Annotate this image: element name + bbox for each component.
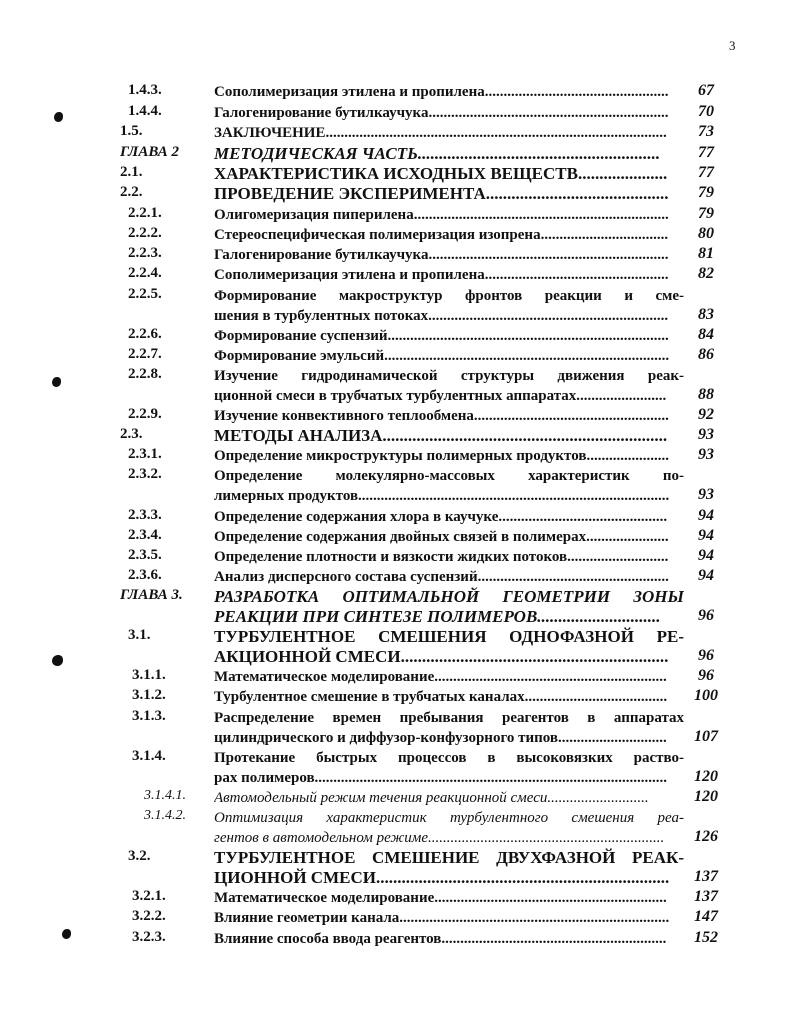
toc-entry-title-line: шения в турбулентных потоках................................................................ <box>214 308 669 324</box>
toc-entry-number: 3.1.4.1. <box>144 788 186 803</box>
toc-entry-title-line: рах полимеров.............................................................................................. <box>214 770 668 786</box>
toc-entry-number: 3.1.3. <box>132 708 166 724</box>
toc-entry-title-line: АКЦИОННОЙ СМЕСИ............................................................... <box>214 647 669 666</box>
toc-entry-page: 120 <box>694 788 718 805</box>
toc-entry-page: 82 <box>698 265 714 282</box>
toc-entry-page: 96 <box>698 607 714 624</box>
toc-entry-page: 79 <box>698 205 714 222</box>
toc-entry-number: 2.3.3. <box>128 507 162 523</box>
toc-entry-title-line: Сополимеризация этилена и пропилена................................................. <box>214 84 669 100</box>
toc-entry-number: 2.2.2. <box>128 225 162 241</box>
toc-entry-number: 3.2.3. <box>132 929 166 945</box>
toc-entry-title-line: Сополимеризация этилена и пропилена................................................. <box>214 267 669 283</box>
toc-entry-title-line: Определение молекулярно-массовых характеристик по- <box>214 468 684 484</box>
toc-entry-page: 152 <box>694 929 718 946</box>
toc-entry-title <box>214 708 684 748</box>
toc-entry-title <box>214 205 684 225</box>
toc-entry-page: 93 <box>698 486 714 503</box>
toc-entry-title-line: Формирование эмульсий............................................................................ <box>214 348 670 364</box>
toc-entry-title-line: ХАРАКТЕРИСТИКА ИСХОДНЫХ ВЕЩЕСТВ..................... <box>214 164 668 183</box>
toc-entry-page: 93 <box>698 426 714 443</box>
toc-entry-title <box>214 908 684 928</box>
toc-entry-title-line: цилиндрического и диффузор-конфузорного типов............................. <box>214 730 667 746</box>
toc-entry-title-line: МЕТОДИЧЕСКАЯ ЧАСТЬ......................................................... <box>214 144 661 163</box>
toc-entry-page: 120 <box>694 768 718 785</box>
toc-entry-number: 3.2. <box>128 848 151 864</box>
toc-entry-page: 73 <box>698 123 714 140</box>
toc-entry-page: 107 <box>694 728 718 745</box>
toc-entry-title <box>214 527 684 547</box>
toc-entry-number: 2.2.3. <box>128 245 162 261</box>
toc-entry-title-line: Турбулентное смешение в трубчатых каналах...................................... <box>214 689 668 705</box>
toc-entry-title <box>214 687 684 707</box>
toc-entry-page: 126 <box>694 828 718 845</box>
toc-entry-number: 1.4.3. <box>128 82 162 98</box>
page-number: 3 <box>729 38 736 53</box>
toc-entry-title <box>214 326 684 346</box>
toc-entry-title <box>214 507 684 527</box>
toc-entry-title <box>214 466 684 506</box>
toc-entry-page: 83 <box>698 306 714 323</box>
toc-entry-page: 96 <box>698 667 714 684</box>
toc-entry-title-line: РАЗРАБОТКА ОПТИМАЛЬНОЙ ГЕОМЕТРИИ ЗОНЫ <box>214 587 684 606</box>
toc-entry-number: 3.1. <box>128 627 151 643</box>
toc-entry-number: 2.2.6. <box>128 326 162 342</box>
toc-entry-page: 137 <box>694 888 718 905</box>
toc-entry-page: 84 <box>698 326 714 343</box>
toc-entry-title <box>214 667 684 687</box>
toc-entry-number: ГЛАВА 2 <box>120 144 180 160</box>
toc-entry-page: 100 <box>694 687 718 704</box>
toc-entry-title <box>214 808 684 848</box>
toc-entry-title-line: Распределение времен пребывания реагентов в аппаратах <box>214 710 684 726</box>
toc-entry-title-line: Формирование макроструктур фронтов реакции и сме- <box>214 288 684 304</box>
toc-entry-title <box>214 888 684 908</box>
toc-entry-number: 2.3. <box>120 426 143 442</box>
toc-entry-title-line: Олигомеризация пиперилена.................................................................... <box>214 207 669 223</box>
toc-entry-title <box>214 406 684 426</box>
toc-entry-title-line: ТУРБУЛЕНТНОЕ СМЕШЕНИЯ ОДНОФАЗНОЙ РЕ- <box>214 627 684 646</box>
toc-entry-title-line: Формирование суспензий........................................................................... <box>214 328 669 344</box>
toc-entry-page: 86 <box>698 346 714 363</box>
toc-entry-title <box>214 184 684 204</box>
toc-entry-title <box>214 144 684 164</box>
toc-entry-title-line: Определение микроструктуры полимерных продуктов...................... <box>214 448 669 464</box>
toc-entry-number: 3.2.2. <box>132 908 166 924</box>
toc-entry-page: 79 <box>698 184 714 201</box>
toc-entry-title <box>214 245 684 265</box>
toc-entry-page: 81 <box>698 245 714 262</box>
toc-entry-number: 3.1.4.2. <box>144 808 186 823</box>
toc-entry-number: 2.2.9. <box>128 406 162 422</box>
toc-entry-page: 94 <box>698 507 714 524</box>
toc-entry-title-line: Изучение конвективного теплообмена.................................................... <box>214 408 669 424</box>
toc-entry-page: 94 <box>698 567 714 584</box>
toc-entry-number: 2.3.1. <box>128 446 162 462</box>
toc-entry-page: 88 <box>698 386 714 403</box>
toc-entry-title <box>214 446 684 466</box>
toc-entry-number: 2.3.4. <box>128 527 162 543</box>
toc-entry-title-line: Определение содержания двойных связей в полимерах...................... <box>214 529 669 545</box>
toc-entry-title-line: ПРОВЕДЕНИЕ ЭКСПЕРИМЕНТА........................................... <box>214 184 669 203</box>
toc-entry-page: 93 <box>698 446 714 463</box>
toc-entry-page: 96 <box>698 647 714 664</box>
toc-entry-title-line: Влияние геометрии канала........................................................................ <box>214 910 670 926</box>
toc-entry-title-line: Галогенирование бутилкаучука................................................................ <box>214 247 669 263</box>
toc-entry-number: 2.1. <box>120 164 143 180</box>
toc-entry-title-line: Оптимизация характеристик турбулентного смешения реа- <box>214 810 684 826</box>
toc-entry-title-line: лимерных продуктов................................................................................... <box>214 488 670 504</box>
toc-entry-number: 2.3.2. <box>128 466 162 482</box>
toc-entry-title <box>214 164 684 184</box>
toc-entry-number: 2.2.5. <box>128 286 162 302</box>
toc-entry-title <box>214 286 684 326</box>
toc-entry-page: 70 <box>698 103 714 120</box>
toc-entry-title <box>214 426 684 446</box>
toc-entry-number: 3.1.1. <box>132 667 166 683</box>
toc-entry-page: 77 <box>698 144 714 161</box>
toc-entry-title-line: Математическое моделирование.............................................................. <box>214 890 667 906</box>
toc-entry-title <box>214 627 684 667</box>
toc-entry-title <box>214 82 684 102</box>
toc-entry-number: 2.2. <box>120 184 143 200</box>
toc-entry-title-line: гентов в автомодельном режиме............................................................... <box>214 830 665 846</box>
toc-entry-page: 137 <box>694 868 718 885</box>
toc-entry-page: 67 <box>698 82 714 99</box>
toc-entry-page: 94 <box>698 527 714 544</box>
toc-entry-title <box>214 567 684 587</box>
toc-entry-title-line: Анализ дисперсного состава суспензий................................................... <box>214 569 669 585</box>
toc-entry-number: 2.3.5. <box>128 547 162 563</box>
toc-entry-title <box>214 366 684 406</box>
toc-entry-title-line: Галогенирование бутилкаучука................................................................ <box>214 105 669 121</box>
toc-entry-number: ГЛАВА 3. <box>120 587 183 603</box>
toc-entry-title <box>214 748 684 788</box>
toc-entry-page: 94 <box>698 547 714 564</box>
toc-entry-number: 1.5. <box>120 123 143 139</box>
toc-entry-title-line: ЗАКЛЮЧЕНИЕ........................................................................................... <box>214 125 667 141</box>
toc-entry-page: 80 <box>698 225 714 242</box>
toc-entry-title-line: Математическое моделирование.............................................................. <box>214 669 667 685</box>
toc-entry-title-line: Стереоспецифическая полимеризация изопрена.................................. <box>214 227 669 243</box>
toc-entry-title <box>214 547 684 567</box>
toc-entry-page: 92 <box>698 406 714 423</box>
toc-entry-title <box>214 929 684 949</box>
toc-entry-number: 3.1.2. <box>132 687 166 703</box>
toc-entry-number: 2.3.6. <box>128 567 162 583</box>
toc-entry-title-line: ЦИОННОЙ СМЕСИ..................................................................... <box>214 868 670 887</box>
toc-entry-title-line: ТУРБУЛЕНТНОЕ СМЕШЕНИЕ ДВУХФАЗНОЙ РЕАК- <box>214 848 684 867</box>
toc-entry-number: 2.2.4. <box>128 265 162 281</box>
toc-entry-number: 3.1.4. <box>132 748 166 764</box>
toc-entry-title-line: Влияние способа ввода реагентов............................................................ <box>214 931 667 947</box>
toc-entry-number: 2.2.8. <box>128 366 162 382</box>
toc-entry-number: 3.2.1. <box>132 888 166 904</box>
toc-entry-title <box>214 265 684 285</box>
toc-entry-title <box>214 788 684 808</box>
toc-entry-title <box>214 587 684 627</box>
toc-entry-title-line: Протекание быстрых процессов в высоковязких раство- <box>214 750 684 766</box>
toc-entry-title-line: Изучение гидродинамической структуры движения реак- <box>214 368 684 384</box>
toc-entry-title-line: РЕАКЦИИ ПРИ СИНТЕЗЕ ПОЛИМЕРОВ............................. <box>214 607 661 626</box>
toc-entry-page: 77 <box>698 164 714 181</box>
toc-entry-title <box>214 346 684 366</box>
toc-entry-title-line: ционной смеси в трубчатых турбулентных аппаратах........................ <box>214 388 667 404</box>
toc-entry-number: 1.4.4. <box>128 103 162 119</box>
toc-entry-title <box>214 848 684 888</box>
toc-entry-title-line: Определение плотности и вязкости жидких потоков........................... <box>214 549 669 565</box>
toc-entry-title-line: МЕТОДЫ АНАЛИЗА................................................................... <box>214 426 668 445</box>
toc-entry-number: 2.2.7. <box>128 346 162 362</box>
toc-entry-title-line: Автомодельный режим течения реакционной смеси........................... <box>214 790 649 806</box>
toc-entry-number: 2.2.1. <box>128 205 162 221</box>
toc-entry-title <box>214 123 684 143</box>
toc-entry-title-line: Определение содержания хлора в каучуке............................................. <box>214 509 668 525</box>
toc-entry-title <box>214 225 684 245</box>
toc-entry-title <box>214 103 684 123</box>
toc-entry-page: 147 <box>694 908 718 925</box>
